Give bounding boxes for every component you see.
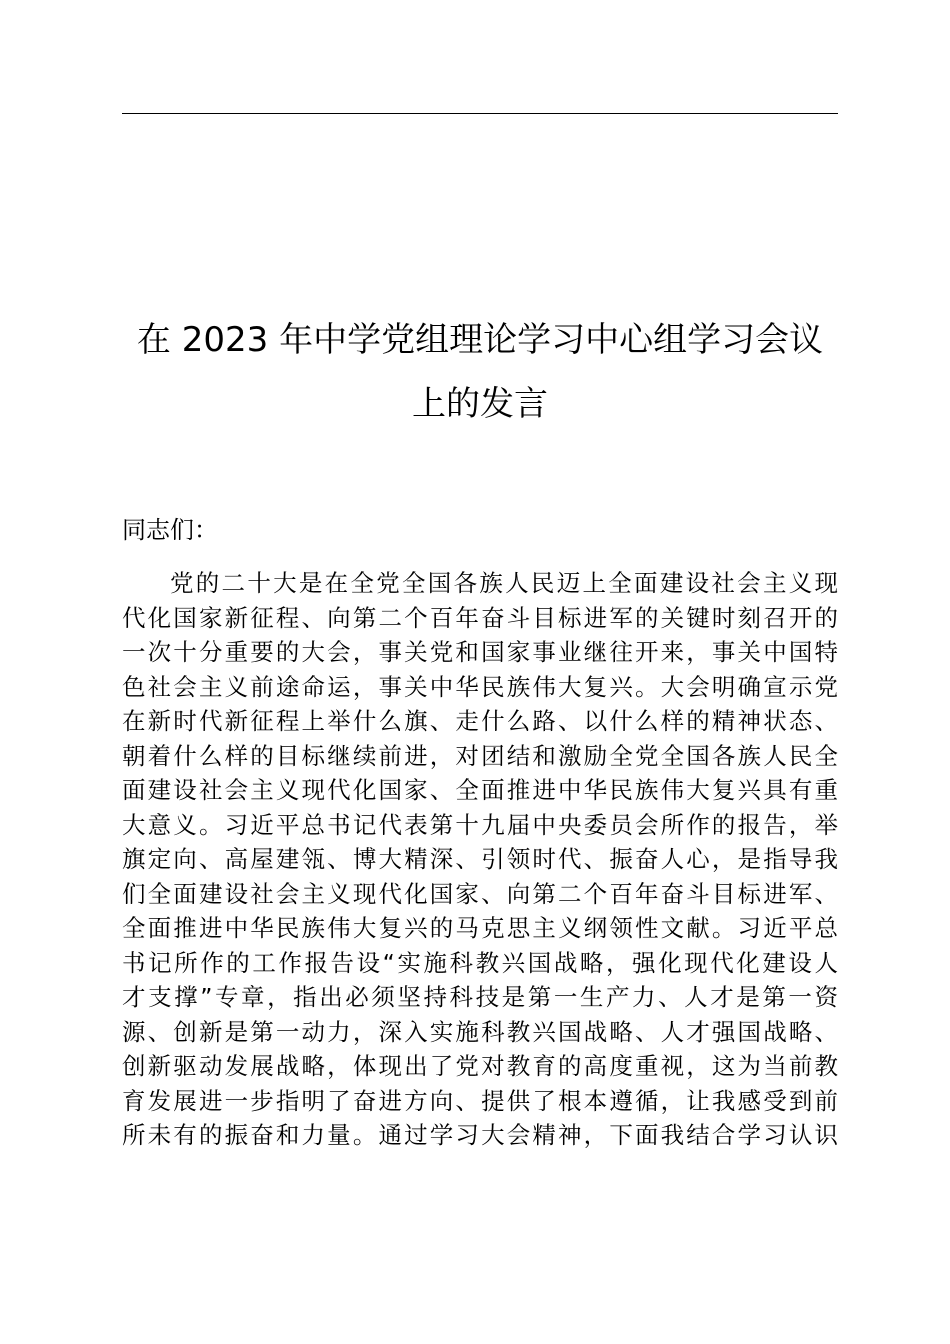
- body-line: 色社会主义前途命运，事关中华民族伟大复兴。大会明确宣示党: [122, 672, 838, 701]
- body-line: 大意义。习近平总书记代表第十九届中央委员会所作的报告，举: [122, 810, 838, 839]
- body-line: 在新时代新征程上举什么旗、走什么路、以什么样的精神状态、: [122, 707, 838, 735]
- body-line: 面建设社会主义现代化国家、全面推进中华民族伟大复兴具有重: [122, 776, 838, 804]
- body-line: 全面推进中华民族伟大复兴的马克思主义纲领性文献。习近平总: [122, 914, 838, 942]
- body-line: 代化国家新征程、向第二个百年奋斗目标进军的关键时刻召开的: [122, 603, 838, 632]
- title-line-1: 在 2023 年中学党组理论学习中心组学习会议: [136, 320, 824, 360]
- salutation: 同志们：: [122, 516, 218, 544]
- title-line-2: 上的发言: [412, 384, 548, 424]
- header-rule: [122, 113, 838, 114]
- body-line: 一次十分重要的大会，事关党和国家事业继往开来，事关中国特: [122, 638, 838, 666]
- body-line: 旗定向、高屋建瓴、博大精深、引领时代、振奋人心，是指导我: [122, 845, 838, 873]
- body-line: 党的二十大是在全党全国各族人民迈上全面建设社会主义现: [170, 569, 838, 597]
- body-line: 创新驱动发展战略，体现出了党对教育的高度重视，这为当前教: [122, 1052, 838, 1080]
- body-line: 育发展进一步指明了奋进方向、提供了根本遵循，让我感受到前: [122, 1086, 838, 1115]
- body-line: 朝着什么样的目标继续前进，对团结和激励全党全国各族人民全: [122, 741, 838, 770]
- body-line: 源、创新是第一动力，深入实施科教兴国战略、人才强国战略、: [122, 1017, 838, 1046]
- body-paragraph: [122, 566, 838, 1153]
- body-line: 们全面建设社会主义现代化国家、向第二个百年奋斗目标进军、: [122, 879, 838, 908]
- document-title: [122, 308, 838, 436]
- body-line: 所未有的振奋和力量。通过学习大会精神，下面我结合学习认识: [122, 1121, 838, 1149]
- body-line: 才支撑”专章，指出必须坚持科技是第一生产力、人才是第一资: [122, 983, 838, 1011]
- body-line: 书记所作的工作报告设“实施科教兴国战略，强化现代化建设人: [122, 948, 838, 977]
